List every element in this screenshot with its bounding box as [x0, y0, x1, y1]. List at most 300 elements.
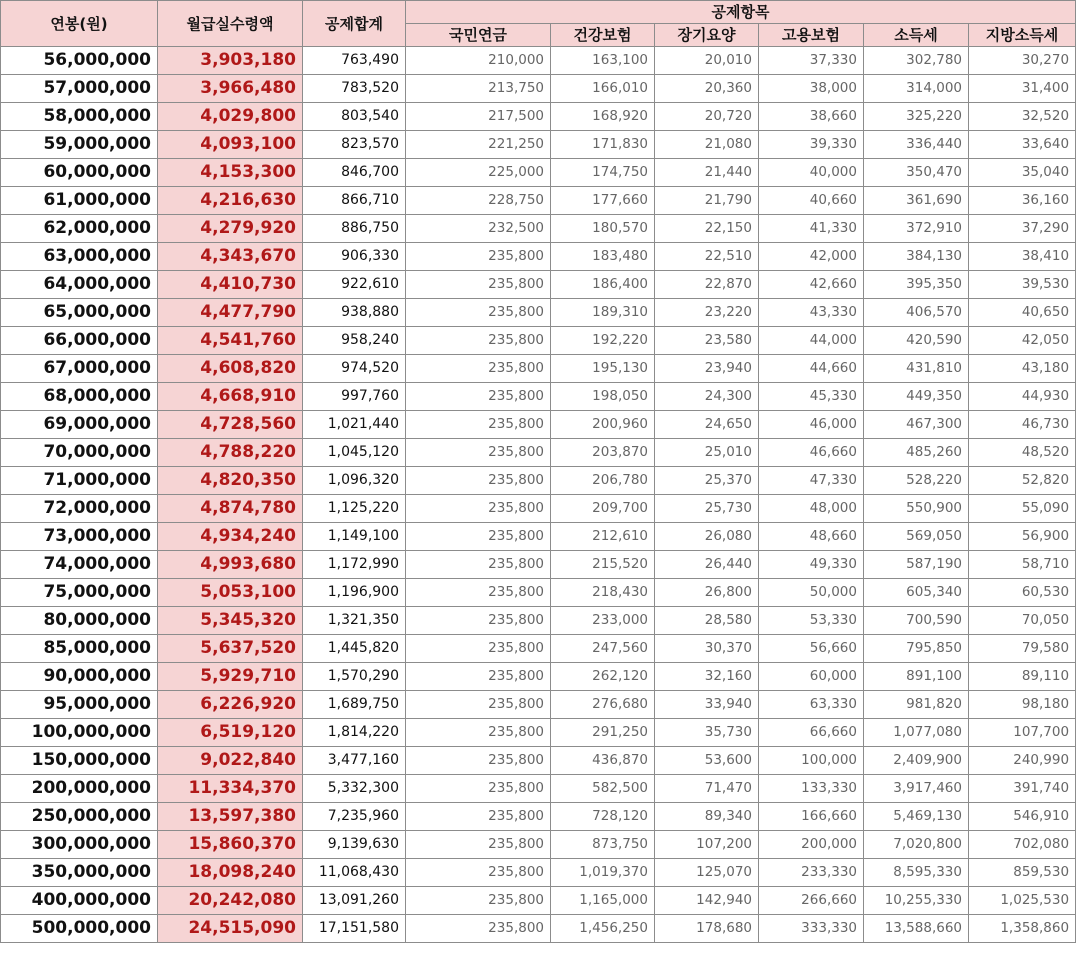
employment-insurance-cell: 43,330: [759, 299, 864, 327]
header-monthly-net-pay: 월급실수령액: [158, 1, 303, 47]
health-insurance-cell: 171,830: [551, 131, 655, 159]
income-tax-cell: 302,780: [864, 47, 969, 75]
national-pension-cell: 210,000: [406, 47, 551, 75]
national-pension-cell: 235,800: [406, 523, 551, 551]
long-term-care-cell: 20,010: [655, 47, 759, 75]
local-income-tax-cell: 48,520: [969, 439, 1076, 467]
health-insurance-cell: 183,480: [551, 243, 655, 271]
table-row: [1, 859, 1076, 887]
health-insurance-cell: 728,120: [551, 803, 655, 831]
deduction-total-cell: 866,710: [303, 187, 406, 215]
annual-salary-cell: 300,000,000: [1, 831, 158, 859]
table-row: [1, 579, 1076, 607]
table-row: [1, 103, 1076, 131]
annual-salary-cell: 58,000,000: [1, 103, 158, 131]
long-term-care-cell: 28,580: [655, 607, 759, 635]
table-row: [1, 299, 1076, 327]
income-tax-cell: 467,300: [864, 411, 969, 439]
deduction-total-cell: 803,540: [303, 103, 406, 131]
table-row: [1, 803, 1076, 831]
local-income-tax-cell: 33,640: [969, 131, 1076, 159]
health-insurance-cell: 247,560: [551, 635, 655, 663]
annual-salary-cell: 68,000,000: [1, 383, 158, 411]
deduction-total-cell: 11,068,430: [303, 859, 406, 887]
health-insurance-cell: 174,750: [551, 159, 655, 187]
annual-salary-cell: 72,000,000: [1, 495, 158, 523]
income-tax-cell: 350,470: [864, 159, 969, 187]
employment-insurance-cell: 38,660: [759, 103, 864, 131]
national-pension-cell: 235,800: [406, 607, 551, 635]
deduction-total-cell: 1,045,120: [303, 439, 406, 467]
long-term-care-cell: 125,070: [655, 859, 759, 887]
national-pension-cell: 235,800: [406, 439, 551, 467]
long-term-care-cell: 25,370: [655, 467, 759, 495]
employment-insurance-cell: 46,000: [759, 411, 864, 439]
table-row: [1, 831, 1076, 859]
health-insurance-cell: 1,456,250: [551, 915, 655, 943]
deduction-total-cell: 13,091,260: [303, 887, 406, 915]
local-income-tax-cell: 58,710: [969, 551, 1076, 579]
health-insurance-cell: 177,660: [551, 187, 655, 215]
header-local-income-tax: 지방소득세: [969, 24, 1076, 47]
annual-salary-cell: 80,000,000: [1, 607, 158, 635]
local-income-tax-cell: 79,580: [969, 635, 1076, 663]
health-insurance-cell: 180,570: [551, 215, 655, 243]
long-term-care-cell: 23,940: [655, 355, 759, 383]
net-pay-cell: 4,820,350: [158, 467, 303, 495]
employment-insurance-cell: 44,000: [759, 327, 864, 355]
local-income-tax-cell: 37,290: [969, 215, 1076, 243]
net-pay-cell: 3,966,480: [158, 75, 303, 103]
deduction-total-cell: 1,149,100: [303, 523, 406, 551]
net-pay-cell: 20,242,080: [158, 887, 303, 915]
table-row: [1, 187, 1076, 215]
health-insurance-cell: 212,610: [551, 523, 655, 551]
income-tax-cell: 420,590: [864, 327, 969, 355]
annual-salary-cell: 150,000,000: [1, 747, 158, 775]
local-income-tax-cell: 98,180: [969, 691, 1076, 719]
health-insurance-cell: 192,220: [551, 327, 655, 355]
annual-salary-cell: 56,000,000: [1, 47, 158, 75]
income-tax-cell: 406,570: [864, 299, 969, 327]
national-pension-cell: 235,800: [406, 747, 551, 775]
employment-insurance-cell: 41,330: [759, 215, 864, 243]
national-pension-cell: 235,800: [406, 859, 551, 887]
annual-salary-cell: 500,000,000: [1, 915, 158, 943]
income-tax-cell: 10,255,330: [864, 887, 969, 915]
employment-insurance-cell: 100,000: [759, 747, 864, 775]
annual-salary-cell: 57,000,000: [1, 75, 158, 103]
local-income-tax-cell: 46,730: [969, 411, 1076, 439]
net-pay-cell: 4,668,910: [158, 383, 303, 411]
header-national-pension: 국민연금: [406, 24, 551, 47]
employment-insurance-cell: 49,330: [759, 551, 864, 579]
deduction-total-cell: 846,700: [303, 159, 406, 187]
income-tax-cell: 384,130: [864, 243, 969, 271]
header-annual-salary: 연봉(원): [1, 1, 158, 47]
long-term-care-cell: 30,370: [655, 635, 759, 663]
national-pension-cell: 228,750: [406, 187, 551, 215]
net-pay-cell: 4,608,820: [158, 355, 303, 383]
health-insurance-cell: 436,870: [551, 747, 655, 775]
long-term-care-cell: 33,940: [655, 691, 759, 719]
long-term-care-cell: 53,600: [655, 747, 759, 775]
long-term-care-cell: 26,080: [655, 523, 759, 551]
annual-salary-cell: 350,000,000: [1, 859, 158, 887]
national-pension-cell: 235,800: [406, 243, 551, 271]
national-pension-cell: 235,800: [406, 271, 551, 299]
employment-insurance-cell: 60,000: [759, 663, 864, 691]
annual-salary-cell: 250,000,000: [1, 803, 158, 831]
health-insurance-cell: 218,430: [551, 579, 655, 607]
local-income-tax-cell: 42,050: [969, 327, 1076, 355]
local-income-tax-cell: 52,820: [969, 467, 1076, 495]
health-insurance-cell: 291,250: [551, 719, 655, 747]
employment-insurance-cell: 45,330: [759, 383, 864, 411]
net-pay-cell: 4,477,790: [158, 299, 303, 327]
local-income-tax-cell: 1,358,860: [969, 915, 1076, 943]
table-row: [1, 607, 1076, 635]
long-term-care-cell: 23,580: [655, 327, 759, 355]
employment-insurance-cell: 133,330: [759, 775, 864, 803]
long-term-care-cell: 20,720: [655, 103, 759, 131]
table-row: [1, 47, 1076, 75]
net-pay-cell: 4,029,800: [158, 103, 303, 131]
long-term-care-cell: 89,340: [655, 803, 759, 831]
table-row: [1, 439, 1076, 467]
income-tax-cell: 700,590: [864, 607, 969, 635]
annual-salary-cell: 200,000,000: [1, 775, 158, 803]
net-pay-cell: 5,929,710: [158, 663, 303, 691]
health-insurance-cell: 189,310: [551, 299, 655, 327]
national-pension-cell: 221,250: [406, 131, 551, 159]
national-pension-cell: 235,800: [406, 467, 551, 495]
net-pay-cell: 4,153,300: [158, 159, 303, 187]
deduction-total-cell: 17,151,580: [303, 915, 406, 943]
table-row: [1, 355, 1076, 383]
local-income-tax-cell: 89,110: [969, 663, 1076, 691]
local-income-tax-cell: 30,270: [969, 47, 1076, 75]
net-pay-cell: 11,334,370: [158, 775, 303, 803]
deduction-total-cell: 3,477,160: [303, 747, 406, 775]
net-pay-cell: 4,993,680: [158, 551, 303, 579]
deduction-total-cell: 1,125,220: [303, 495, 406, 523]
employment-insurance-cell: 37,330: [759, 47, 864, 75]
employment-insurance-cell: 166,660: [759, 803, 864, 831]
local-income-tax-cell: 38,410: [969, 243, 1076, 271]
net-pay-cell: 4,093,100: [158, 131, 303, 159]
national-pension-cell: 235,800: [406, 551, 551, 579]
annual-salary-cell: 60,000,000: [1, 159, 158, 187]
income-tax-cell: 372,910: [864, 215, 969, 243]
employment-insurance-cell: 266,660: [759, 887, 864, 915]
deduction-total-cell: 7,235,960: [303, 803, 406, 831]
employment-insurance-cell: 48,000: [759, 495, 864, 523]
table-row: [1, 411, 1076, 439]
national-pension-cell: 235,800: [406, 383, 551, 411]
employment-insurance-cell: 233,330: [759, 859, 864, 887]
income-tax-cell: 449,350: [864, 383, 969, 411]
employment-insurance-cell: 42,000: [759, 243, 864, 271]
local-income-tax-cell: 240,990: [969, 747, 1076, 775]
net-pay-cell: 6,226,920: [158, 691, 303, 719]
header-income-tax: 소득세: [864, 24, 969, 47]
deduction-total-cell: 1,172,990: [303, 551, 406, 579]
long-term-care-cell: 24,650: [655, 411, 759, 439]
local-income-tax-cell: 40,650: [969, 299, 1076, 327]
national-pension-cell: 235,800: [406, 299, 551, 327]
health-insurance-cell: 166,010: [551, 75, 655, 103]
annual-salary-cell: 59,000,000: [1, 131, 158, 159]
health-insurance-cell: 198,050: [551, 383, 655, 411]
deduction-total-cell: 783,520: [303, 75, 406, 103]
health-insurance-cell: 168,920: [551, 103, 655, 131]
net-pay-cell: 24,515,090: [158, 915, 303, 943]
annual-salary-cell: 71,000,000: [1, 467, 158, 495]
deduction-total-cell: 1,096,320: [303, 467, 406, 495]
net-pay-cell: 5,637,520: [158, 635, 303, 663]
annual-salary-cell: 69,000,000: [1, 411, 158, 439]
local-income-tax-cell: 70,050: [969, 607, 1076, 635]
annual-salary-cell: 64,000,000: [1, 271, 158, 299]
long-term-care-cell: 22,150: [655, 215, 759, 243]
national-pension-cell: 235,800: [406, 803, 551, 831]
employment-insurance-cell: 47,330: [759, 467, 864, 495]
national-pension-cell: 225,000: [406, 159, 551, 187]
net-pay-cell: 4,788,220: [158, 439, 303, 467]
health-insurance-cell: 200,960: [551, 411, 655, 439]
deduction-total-cell: 1,814,220: [303, 719, 406, 747]
national-pension-cell: 235,800: [406, 411, 551, 439]
annual-salary-cell: 74,000,000: [1, 551, 158, 579]
table-row: [1, 663, 1076, 691]
employment-insurance-cell: 63,330: [759, 691, 864, 719]
local-income-tax-cell: 36,160: [969, 187, 1076, 215]
health-insurance-cell: 163,100: [551, 47, 655, 75]
local-income-tax-cell: 546,910: [969, 803, 1076, 831]
employment-insurance-cell: 39,330: [759, 131, 864, 159]
annual-salary-cell: 73,000,000: [1, 523, 158, 551]
table-row: [1, 747, 1076, 775]
deduction-total-cell: 1,021,440: [303, 411, 406, 439]
income-tax-cell: 587,190: [864, 551, 969, 579]
deduction-total-cell: 886,750: [303, 215, 406, 243]
health-insurance-cell: 195,130: [551, 355, 655, 383]
net-pay-cell: 18,098,240: [158, 859, 303, 887]
health-insurance-cell: 1,019,370: [551, 859, 655, 887]
employment-insurance-cell: 200,000: [759, 831, 864, 859]
income-tax-cell: 395,350: [864, 271, 969, 299]
table-row: [1, 635, 1076, 663]
table-row: [1, 215, 1076, 243]
table-row: [1, 271, 1076, 299]
annual-salary-cell: 62,000,000: [1, 215, 158, 243]
income-tax-cell: 13,588,660: [864, 915, 969, 943]
health-insurance-cell: 262,120: [551, 663, 655, 691]
employment-insurance-cell: 40,000: [759, 159, 864, 187]
local-income-tax-cell: 702,080: [969, 831, 1076, 859]
national-pension-cell: 235,800: [406, 915, 551, 943]
annual-salary-cell: 400,000,000: [1, 887, 158, 915]
health-insurance-cell: 276,680: [551, 691, 655, 719]
income-tax-cell: 336,440: [864, 131, 969, 159]
header-health-insurance: 건강보험: [551, 24, 655, 47]
local-income-tax-cell: 35,040: [969, 159, 1076, 187]
annual-salary-cell: 70,000,000: [1, 439, 158, 467]
annual-salary-cell: 67,000,000: [1, 355, 158, 383]
health-insurance-cell: 1,165,000: [551, 887, 655, 915]
net-pay-cell: 4,728,560: [158, 411, 303, 439]
employment-insurance-cell: 333,330: [759, 915, 864, 943]
long-term-care-cell: 24,300: [655, 383, 759, 411]
deduction-total-cell: 823,570: [303, 131, 406, 159]
national-pension-cell: 235,800: [406, 355, 551, 383]
health-insurance-cell: 203,870: [551, 439, 655, 467]
net-pay-cell: 4,343,670: [158, 243, 303, 271]
employment-insurance-cell: 46,660: [759, 439, 864, 467]
table-row: [1, 719, 1076, 747]
income-tax-cell: 5,469,130: [864, 803, 969, 831]
net-pay-cell: 4,541,760: [158, 327, 303, 355]
net-pay-cell: 5,345,320: [158, 607, 303, 635]
employment-insurance-cell: 48,660: [759, 523, 864, 551]
long-term-care-cell: 21,440: [655, 159, 759, 187]
income-tax-cell: 550,900: [864, 495, 969, 523]
employment-insurance-cell: 66,660: [759, 719, 864, 747]
income-tax-cell: 981,820: [864, 691, 969, 719]
deduction-total-cell: 1,196,900: [303, 579, 406, 607]
national-pension-cell: 217,500: [406, 103, 551, 131]
deduction-total-cell: 5,332,300: [303, 775, 406, 803]
health-insurance-cell: 233,000: [551, 607, 655, 635]
long-term-care-cell: 107,200: [655, 831, 759, 859]
table-row: [1, 691, 1076, 719]
deduction-total-cell: 938,880: [303, 299, 406, 327]
long-term-care-cell: 35,730: [655, 719, 759, 747]
net-pay-cell: 4,934,240: [158, 523, 303, 551]
health-insurance-cell: 209,700: [551, 495, 655, 523]
deduction-total-cell: 997,760: [303, 383, 406, 411]
long-term-care-cell: 22,510: [655, 243, 759, 271]
income-tax-cell: 325,220: [864, 103, 969, 131]
national-pension-cell: 213,750: [406, 75, 551, 103]
income-tax-cell: 891,100: [864, 663, 969, 691]
long-term-care-cell: 178,680: [655, 915, 759, 943]
income-tax-cell: 795,850: [864, 635, 969, 663]
annual-salary-cell: 65,000,000: [1, 299, 158, 327]
net-pay-cell: 3,903,180: [158, 47, 303, 75]
income-tax-cell: 605,340: [864, 579, 969, 607]
income-tax-cell: 528,220: [864, 467, 969, 495]
table-row: [1, 915, 1076, 943]
deduction-total-cell: 1,570,290: [303, 663, 406, 691]
income-tax-cell: 361,690: [864, 187, 969, 215]
deduction-total-cell: 1,689,750: [303, 691, 406, 719]
deduction-total-cell: 974,520: [303, 355, 406, 383]
income-tax-cell: 7,020,800: [864, 831, 969, 859]
table-row: [1, 75, 1076, 103]
employment-insurance-cell: 44,660: [759, 355, 864, 383]
employment-insurance-cell: 53,330: [759, 607, 864, 635]
header-deduction-total: 공제합계: [303, 1, 406, 47]
table-row: [1, 467, 1076, 495]
long-term-care-cell: 26,440: [655, 551, 759, 579]
local-income-tax-cell: 1,025,530: [969, 887, 1076, 915]
header-deduction-items-group: 공제항목: [406, 1, 1076, 24]
table-row: [1, 243, 1076, 271]
table-body: [1, 47, 1076, 943]
income-tax-cell: 3,917,460: [864, 775, 969, 803]
national-pension-cell: 235,800: [406, 691, 551, 719]
deduction-total-cell: 1,445,820: [303, 635, 406, 663]
local-income-tax-cell: 60,530: [969, 579, 1076, 607]
employment-insurance-cell: 42,660: [759, 271, 864, 299]
long-term-care-cell: 25,730: [655, 495, 759, 523]
header-long-term-care: 장기요양: [655, 24, 759, 47]
table-row: [1, 523, 1076, 551]
local-income-tax-cell: 55,090: [969, 495, 1076, 523]
annual-salary-cell: 90,000,000: [1, 663, 158, 691]
net-pay-cell: 4,874,780: [158, 495, 303, 523]
income-tax-cell: 569,050: [864, 523, 969, 551]
national-pension-cell: 235,800: [406, 327, 551, 355]
deduction-total-cell: 9,139,630: [303, 831, 406, 859]
annual-salary-cell: 63,000,000: [1, 243, 158, 271]
annual-salary-cell: 75,000,000: [1, 579, 158, 607]
income-tax-cell: 2,409,900: [864, 747, 969, 775]
local-income-tax-cell: 43,180: [969, 355, 1076, 383]
long-term-care-cell: 22,870: [655, 271, 759, 299]
employment-insurance-cell: 50,000: [759, 579, 864, 607]
net-pay-cell: 5,053,100: [158, 579, 303, 607]
table-row: [1, 327, 1076, 355]
health-insurance-cell: 215,520: [551, 551, 655, 579]
local-income-tax-cell: 56,900: [969, 523, 1076, 551]
local-income-tax-cell: 107,700: [969, 719, 1076, 747]
local-income-tax-cell: 391,740: [969, 775, 1076, 803]
local-income-tax-cell: 32,520: [969, 103, 1076, 131]
employment-insurance-cell: 38,000: [759, 75, 864, 103]
annual-salary-cell: 61,000,000: [1, 187, 158, 215]
net-pay-cell: 13,597,380: [158, 803, 303, 831]
local-income-tax-cell: 31,400: [969, 75, 1076, 103]
table-row: [1, 131, 1076, 159]
long-term-care-cell: 21,790: [655, 187, 759, 215]
annual-salary-cell: 95,000,000: [1, 691, 158, 719]
national-pension-cell: 235,800: [406, 887, 551, 915]
national-pension-cell: 235,800: [406, 719, 551, 747]
net-pay-cell: 4,410,730: [158, 271, 303, 299]
health-insurance-cell: 186,400: [551, 271, 655, 299]
long-term-care-cell: 32,160: [655, 663, 759, 691]
long-term-care-cell: 71,470: [655, 775, 759, 803]
national-pension-cell: 235,800: [406, 579, 551, 607]
annual-salary-cell: 66,000,000: [1, 327, 158, 355]
deduction-total-cell: 1,321,350: [303, 607, 406, 635]
income-tax-cell: 431,810: [864, 355, 969, 383]
annual-salary-cell: 85,000,000: [1, 635, 158, 663]
long-term-care-cell: 23,220: [655, 299, 759, 327]
local-income-tax-cell: 44,930: [969, 383, 1076, 411]
net-pay-cell: 15,860,370: [158, 831, 303, 859]
net-pay-cell: 4,279,920: [158, 215, 303, 243]
national-pension-cell: 235,800: [406, 495, 551, 523]
health-insurance-cell: 206,780: [551, 467, 655, 495]
long-term-care-cell: 25,010: [655, 439, 759, 467]
income-tax-cell: 314,000: [864, 75, 969, 103]
local-income-tax-cell: 859,530: [969, 859, 1076, 887]
deduction-total-cell: 763,490: [303, 47, 406, 75]
